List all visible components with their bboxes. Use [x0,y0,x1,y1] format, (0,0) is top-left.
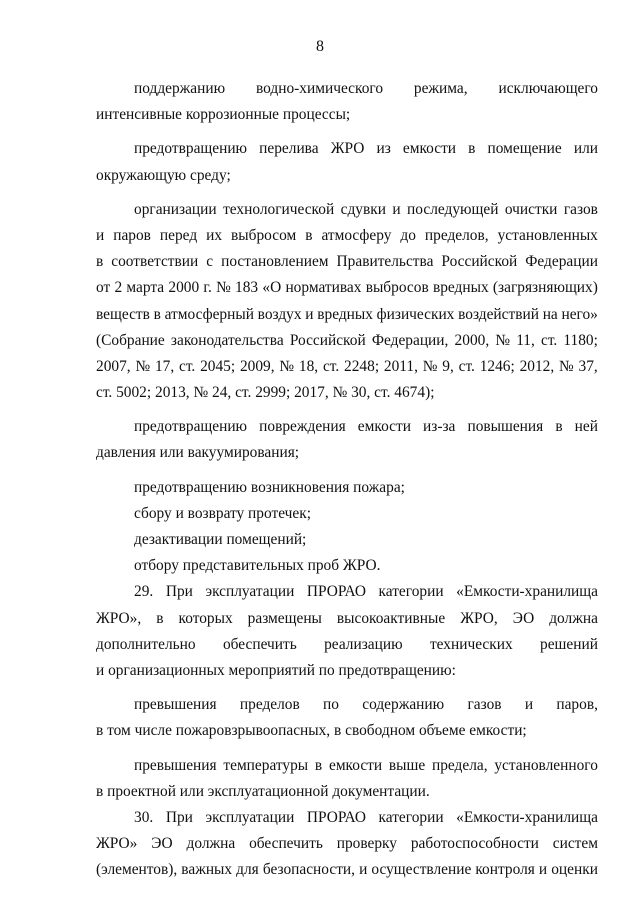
word: реализацию [324,635,403,653]
word: предотвращению [134,140,248,158]
text-line [96,753,598,779]
word: ПРОРАО [306,583,366,601]
paragraph-gap [96,128,598,136]
document-body [96,76,598,883]
word: повреждения [259,418,346,436]
word: работоспособности [410,835,539,853]
word: 9, [442,357,454,375]
text-line [96,136,598,162]
text-line [96,76,598,102]
word: должна [549,609,598,627]
paragraph-gap [96,745,598,753]
word: и [524,696,534,714]
word: до [400,226,416,244]
word: соответствии [111,253,199,271]
word: 2009, [239,357,275,375]
word: атмосферу [321,226,392,244]
word: обеспечить [249,835,323,853]
word: от [96,279,111,297]
word: паров, [556,696,598,714]
word: «Емкости-хранилища [456,583,598,601]
word: организации [134,200,217,218]
word: категории [378,583,444,601]
word: установленных [497,226,598,244]
word: Федерации [525,253,598,271]
word: ЭО [151,835,173,853]
text-line [96,414,598,440]
word: систем [552,835,598,853]
word: Российской [289,331,366,349]
word: 1180; [563,331,598,349]
text-line: интенсивные коррозионные процессы; [96,106,351,124]
text-line [96,197,598,223]
word: При [165,808,193,826]
word: в [153,305,161,323]
word: ЖРО, [460,609,498,627]
paragraph-gap [96,684,598,692]
paragraph-gap [96,406,598,414]
text-line [96,223,598,249]
word: ст. [458,357,475,375]
word: Правительства [336,253,434,271]
word: ЭО [512,609,535,627]
word: в [555,418,563,436]
word: и [538,861,548,879]
paragraph-gap [96,467,598,475]
word: № [279,357,295,375]
word: «Емкости-хранилища [456,808,598,826]
word: «О [262,279,282,297]
word: размещены [247,609,322,627]
word: паров [113,226,151,244]
word: важных [181,861,233,879]
word: 29. [134,583,154,601]
word: проверку [336,835,397,853]
word: ЖРО [330,140,365,158]
word: их [206,226,223,244]
word: поддержанию [134,80,226,97]
word: физических [376,305,455,323]
word: Федерации, [371,331,449,349]
word: емкости [402,140,457,158]
text-line: ст. 5002; 2013, № 24, ст. 2999; 2017, № 30, ст. 4674); [96,384,435,402]
word: газов [467,696,502,714]
word: № [495,331,511,349]
word: технологической [223,200,335,218]
word: и [96,226,105,244]
word: предела, [431,756,488,774]
text-line [96,805,598,831]
text-line [96,606,598,632]
word: должна [186,835,236,853]
word: которых [178,609,233,627]
word: Российской [441,253,518,271]
word: и [392,200,401,218]
text-line [96,632,598,658]
word: исключающего [498,80,598,97]
word: дополнительно [96,635,196,653]
word: в [468,140,476,158]
word: воздействий [458,305,539,323]
word: содержанию [362,696,445,714]
word: оценки [551,861,598,879]
word: очистки [504,200,558,218]
word: или [573,140,598,158]
word: 1246; [479,357,515,375]
word: атмосферный [164,305,254,323]
word: веществ [96,305,150,323]
word: из-за [423,418,456,436]
word: газов [563,200,598,218]
text-line [96,831,598,857]
word: обеспечить [222,635,297,653]
word: ЖРО», [96,609,142,627]
word: и [359,861,368,879]
word: воздух [257,305,302,323]
word: 18, [298,357,319,375]
text-line [96,857,598,883]
word: 17, [154,357,175,375]
word: технических [429,635,513,653]
word: ней [574,418,598,436]
word: 11, [516,331,535,349]
word: выше [388,756,426,774]
word: выбросов [365,279,429,297]
word: установленного [494,756,598,774]
word: контроля [475,861,535,879]
text-line [96,249,598,275]
word: последующей [407,200,499,218]
word: 30. [134,808,154,826]
text-line [96,692,598,718]
word: вредных [317,305,373,323]
word: марта [126,279,165,297]
text-line: предотвращению возникновения пожара; [134,478,405,496]
word: ст. [322,357,340,375]
word: (загрязняющих) [492,279,598,297]
word: безопасности, [262,861,356,879]
word: помещение [487,140,562,158]
page-number: 8 [316,38,324,55]
word: перед [159,226,198,244]
word: (Собрание [96,331,165,349]
text-line [96,354,598,380]
word: осуществление [371,861,472,879]
word: емкости [328,756,383,774]
word: ЖРО» [96,835,138,853]
word: из [376,140,391,158]
word: водно-химического [256,80,384,97]
word: 2000 [168,279,200,297]
word: 183 [235,279,259,297]
word: сдувки [340,200,386,218]
word: превышения [134,696,217,714]
word: в [305,226,313,244]
word: 2045; [200,357,236,375]
word: высокоактивные [336,609,446,627]
text-line [96,579,598,605]
word: ст. [541,331,558,349]
word: в [314,756,323,774]
text-line [96,328,598,354]
word: нормативах [285,279,362,297]
word: (элементов), [96,861,178,879]
word: вредных [432,279,489,297]
word: 2 [114,279,123,297]
text-line: в том числе пожаровзрывоопасных, в свободном объеме емкости; [96,722,527,740]
word: по [323,696,339,714]
word: температуры [223,756,309,774]
word: № [559,357,574,375]
word: 2007, [96,357,131,375]
text-line: отбору представительных проб ЖРО. [134,557,381,575]
text-line: давления или вакуумирования; [96,444,300,462]
word: решений [540,635,598,653]
word: повышения [467,418,544,436]
paragraph-gap [96,189,598,197]
word: в [156,609,164,627]
word: При [165,583,193,601]
word: в [96,253,104,271]
word: для [236,861,259,879]
word: эксплуатации [205,583,295,601]
word: № [216,279,231,297]
word: с [206,253,214,271]
text-line: сбору и возврату протечек; [134,504,311,522]
text-line [96,275,598,301]
word: предотвращению [134,418,248,436]
word: постановлением [221,253,329,271]
word: него» [561,305,598,323]
word: выбросом [231,226,297,244]
word: пределов, [424,226,489,244]
text-line [96,302,598,328]
word: № [422,357,438,375]
word: 2012, [519,357,555,375]
word: № [135,357,151,375]
word: 37, [578,357,598,375]
text-line: дезактивации помещений; [134,531,307,548]
word: 2248; [344,357,380,375]
word: 2000, [454,331,490,349]
word: на [542,305,558,323]
word: г. [203,279,212,297]
word: законодательства [170,331,284,349]
text-line: окружающую среду; [96,166,231,184]
word: перелива [259,140,319,158]
word: емкости [357,418,411,436]
word: эксплуатации [205,808,295,826]
text-line: и организационных мероприятий по предотвращению: [96,661,456,679]
word: 2011, [383,357,418,375]
word: категории [378,808,444,826]
text-line: в проектной или эксплуатационной документации. [96,782,430,800]
word: и [305,305,314,323]
word: режима, [413,80,468,97]
word: пределов [239,696,300,714]
word: превышения [134,756,217,774]
word: ПРОРАО [306,808,366,826]
word: ст. [179,357,196,375]
